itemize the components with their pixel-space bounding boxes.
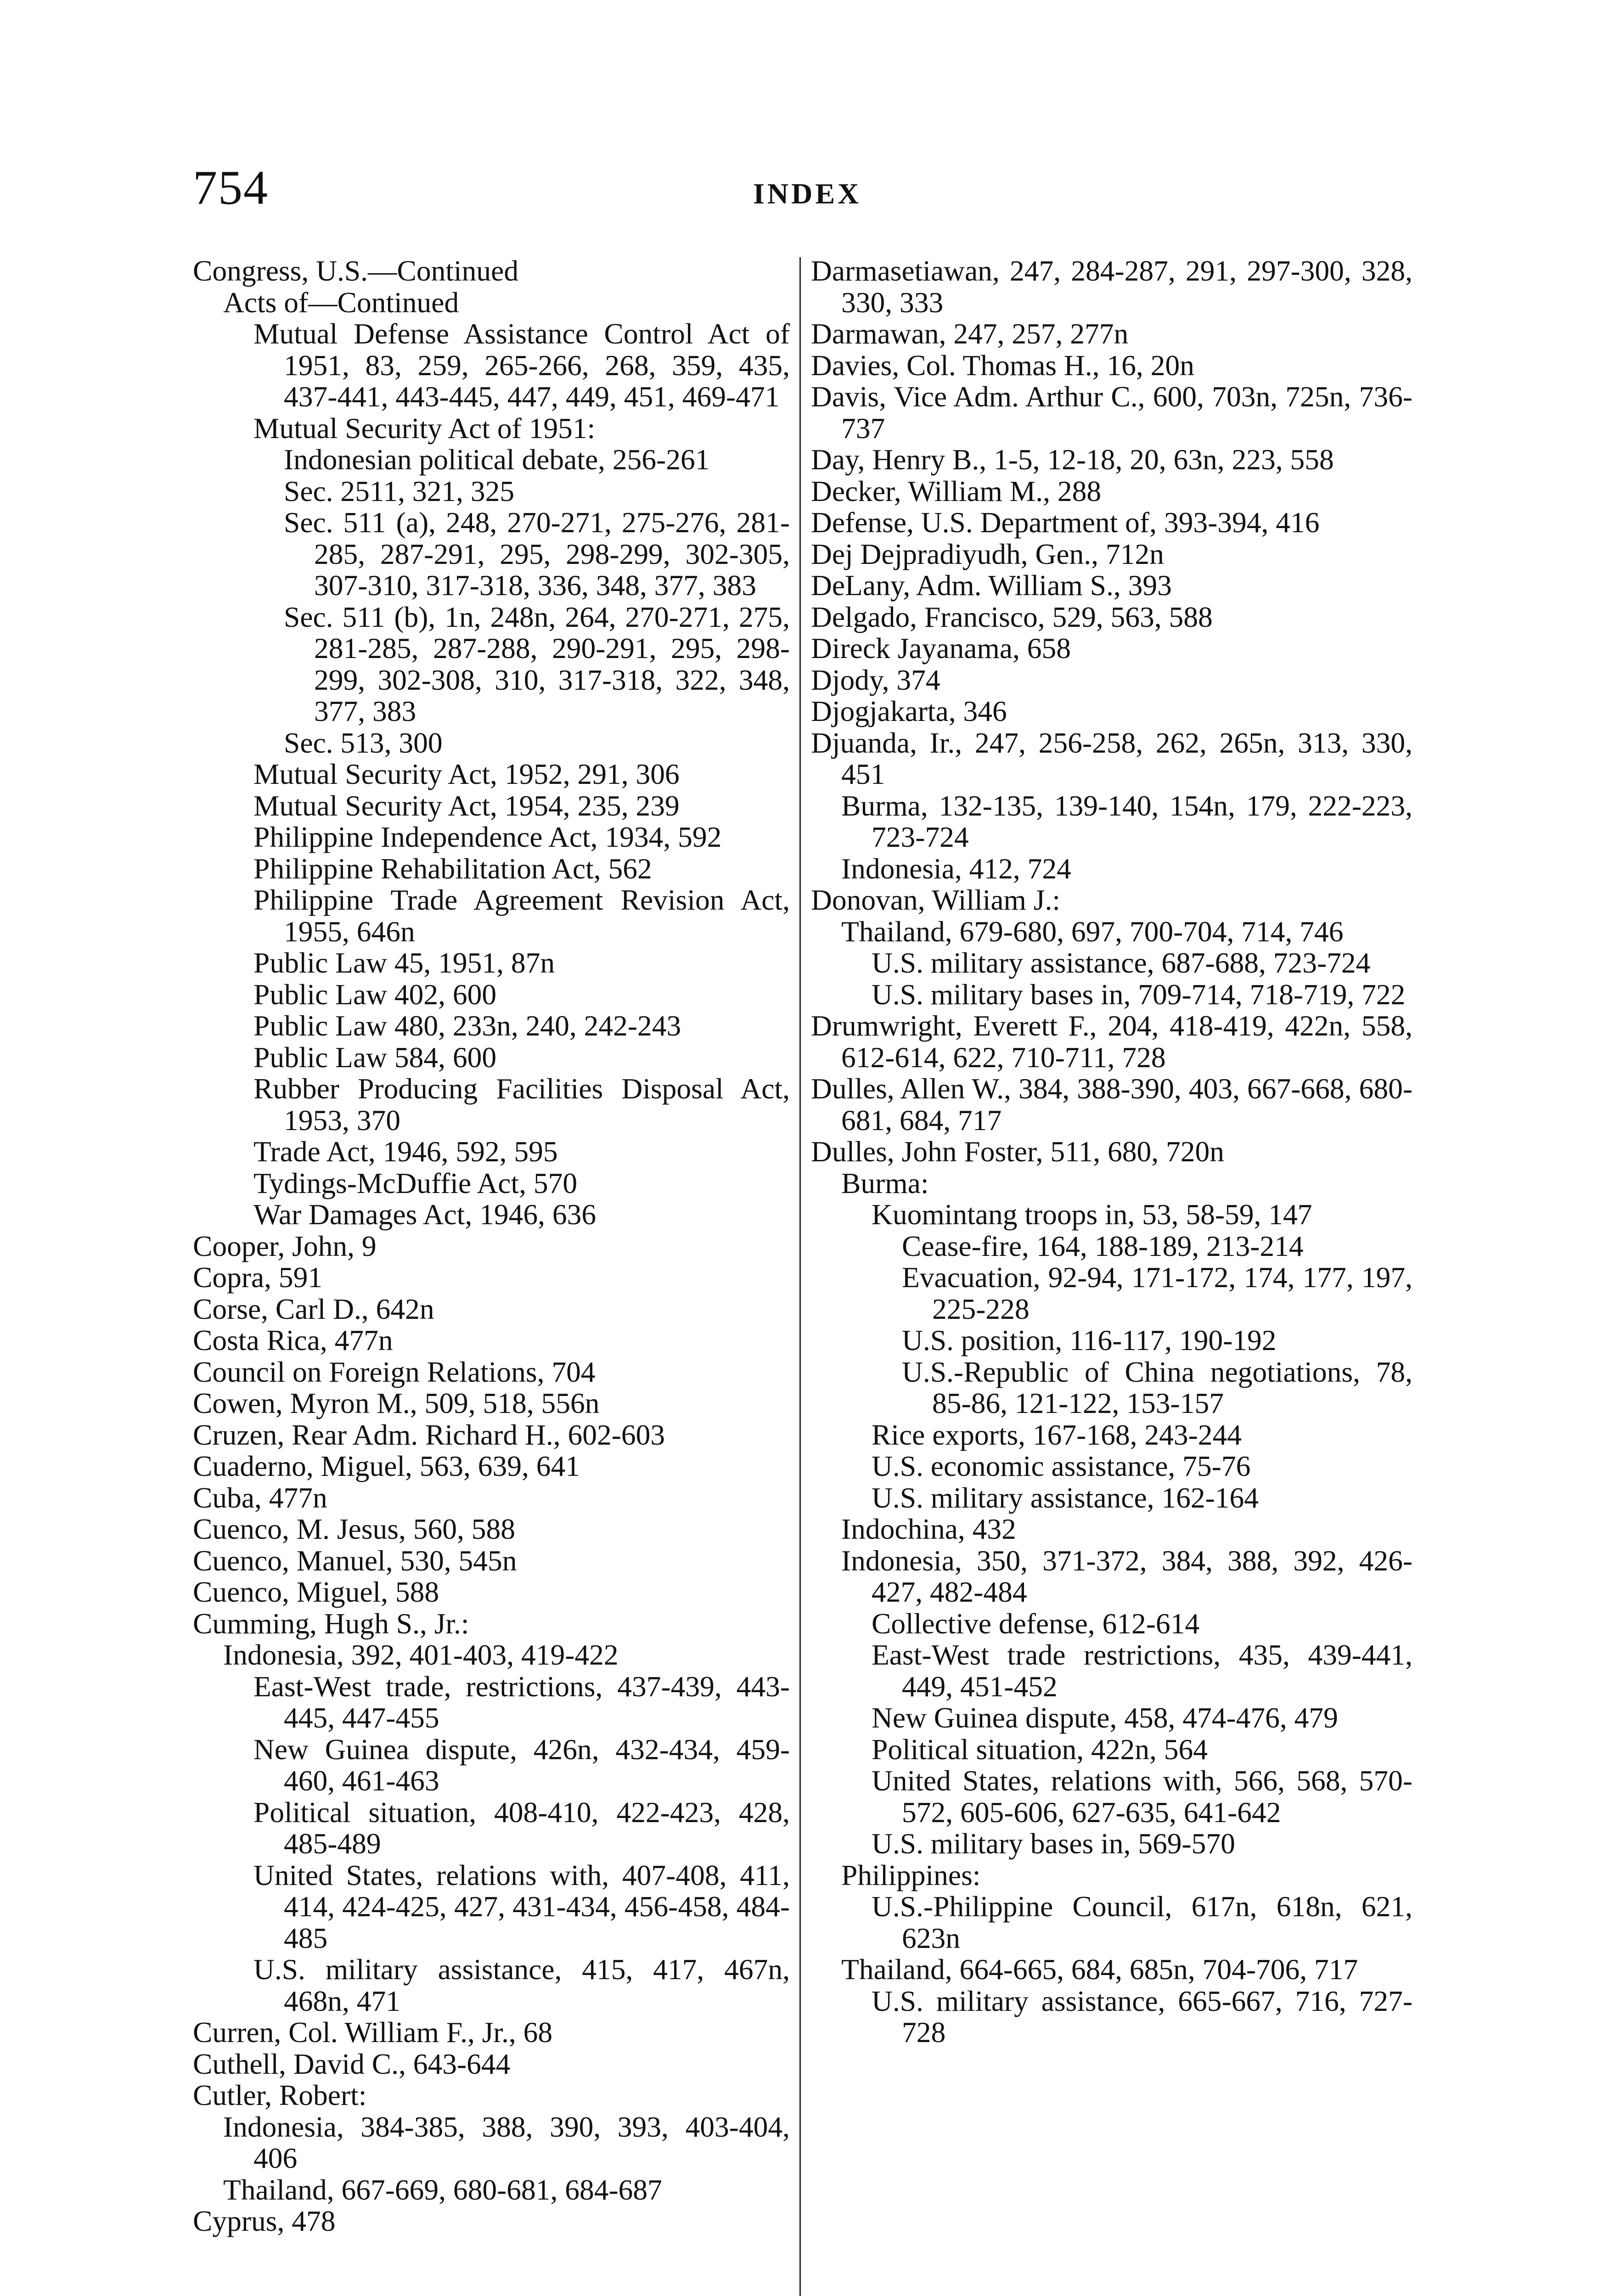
index-entry: Public Law 45, 1951, 87n (253, 946, 555, 979)
index-entry: Philippines: (841, 1858, 981, 1891)
index-entry: Political situation, 422n, 564 (872, 1733, 1208, 1766)
index-entry: Mutual Security Act, 1954, 235, 239 (253, 789, 680, 822)
index-entry: Rice exports, 167-168, 243-244 (872, 1418, 1242, 1451)
index-entry: U.S. military assistance, 665-667, 716, 727-728 (872, 1984, 1412, 2048)
index-entry: New Guinea dispute, 426n, 432-434, 459-460, 461-463 (253, 1733, 790, 1797)
index-entry: Davis, Vice Adm. Arthur C., 600, 703n, 725n, 736-737 (811, 380, 1412, 445)
index-column-right (811, 255, 1412, 2048)
running-head: INDEX (753, 177, 862, 210)
page-number: 754 (193, 161, 269, 214)
index-entry: Indonesia, 392, 401-403, 419-422 (223, 1638, 619, 1671)
index-entry: Thailand, 679-680, 697, 700-704, 714, 746 (841, 915, 1344, 948)
index-entry: Dulles, John Foster, 511, 680, 720n (811, 1135, 1224, 1168)
index-entry: Dulles, Allen W., 384, 388-390, 403, 667-668, 680-681, 684, 717 (811, 1072, 1412, 1137)
index-entry: U.S. military bases in, 569-570 (872, 1827, 1235, 1860)
index-entry: War Damages Act, 1946, 636 (253, 1198, 596, 1231)
index-entry: Indonesia, 412, 724 (841, 852, 1071, 885)
index-entry: U.S. military bases in, 709-714, 718-719, 722 (872, 978, 1406, 1011)
index-entry: Political situation, 408-410, 422-423, 428, 485-489 (253, 1795, 790, 1860)
index-entry: Thailand, 664-665, 684, 685n, 704-706, 717 (841, 1953, 1358, 1986)
index-entry: New Guinea dispute, 458, 474-476, 479 (872, 1701, 1338, 1734)
index-entry: Donovan, William J.: (811, 884, 1061, 916)
index-entry: Cuba, 477n (193, 1481, 327, 1514)
index-entry: U.S. military assistance, 415, 417, 467n, 468n, 471 (253, 1953, 790, 2017)
index-entry: Delgado, Francisco, 529, 563, 588 (811, 600, 1213, 633)
index-entry: Indonesia, 350, 371-372, 384, 388, 392, 426-427, 482-484 (841, 1544, 1412, 1608)
index-entry: Cumming, Hugh S., Jr.: (193, 1607, 469, 1640)
index-entry: Trade Act, 1946, 592, 595 (253, 1135, 558, 1168)
index-entry: DeLany, Adm. William S., 393 (811, 569, 1172, 602)
index-entry: Tydings-McDuffie Act, 570 (253, 1166, 578, 1199)
index-entry: Sec. 513, 300 (284, 726, 443, 759)
index-entry: East-West trade restrictions, 435, 439-441, 449, 451-452 (872, 1638, 1412, 1703)
index-entry: United States, relations with, 407-408, 411, 414, 424-425, 427, 431-434, 456-458, 484-485 (253, 1858, 790, 1954)
index-entry: Costa Rica, 477n (193, 1324, 393, 1356)
index-entry: Public Law 480, 233n, 240, 242-243 (253, 1009, 681, 1042)
index-entry: Djogjakarta, 346 (811, 695, 1007, 727)
index-entry: Davies, Col. Thomas H., 16, 20n (811, 349, 1194, 382)
index-entry: Mutual Security Act, 1952, 291, 306 (253, 758, 680, 790)
index-entry: Cuenco, M. Jesus, 560, 588 (193, 1513, 516, 1545)
index-entry: Indonesian political debate, 256-261 (284, 443, 710, 476)
index-entry: Cooper, John, 9 (193, 1229, 377, 1262)
index-column-left (193, 255, 790, 2237)
index-entry: Congress, U.S.—Continued (193, 254, 519, 287)
index-entry: Sec. 511 (a), 248, 270-271, 275-276, 281-285, 287-291, 295, 298-299, 302-305, 307-310, 317-318, 336, 348, 377, 383 (284, 506, 790, 602)
index-entry: Sec. 511 (b), 1n, 248n, 264, 270-271, 275, 281-285, 287-288, 290-291, 295, 298-299, 302-308, 310, 317-318, 322, 348, 377, 383 (284, 600, 790, 727)
index-entry: Philippine Independence Act, 1934, 592 (253, 821, 722, 853)
index-entry: Cease-fire, 164, 188-189, 213-214 (902, 1229, 1304, 1262)
index-entry: Cuenco, Miguel, 588 (193, 1576, 439, 1608)
index-entry: U.S. military assistance, 162-164 (872, 1481, 1259, 1514)
index-entry: U.S. economic assistance, 75-76 (872, 1450, 1251, 1482)
index-entry: Cuenco, Manuel, 530, 545n (193, 1544, 517, 1577)
index-entry: Indonesia, 384-385, 388, 390, 393, 403-404, 406 (223, 2110, 790, 2174)
index-entry: Public Law 402, 600 (253, 978, 497, 1011)
index-entry: Cuthell, David C., 643-644 (193, 2047, 511, 2080)
index-entry: Cuaderno, Miguel, 563, 639, 641 (193, 1450, 580, 1482)
index-entry: Defense, U.S. Department of, 393-394, 416 (811, 506, 1320, 539)
index-entry: Kuomintang troops in, 53, 58-59, 147 (872, 1198, 1312, 1231)
index-entry: Dej Dejpradiyudh, Gen., 712n (811, 537, 1164, 570)
index-entry: Cruzen, Rear Adm. Richard H., 602-603 (193, 1418, 665, 1451)
index-entry: Djuanda, Ir., 247, 256-258, 262, 265n, 313, 330, 451 (811, 726, 1412, 790)
index-entry: Rubber Producing Facilities Disposal Act, 1953, 370 (253, 1072, 790, 1137)
index-entry: Decker, William M., 288 (811, 474, 1102, 507)
index-entry: Corse, Carl D., 642n (193, 1292, 434, 1325)
index-entry: Indochina, 432 (841, 1513, 1016, 1545)
index-entry: United States, relations with, 566, 568, 570-572, 605-606, 627-635, 641-642 (872, 1764, 1412, 1829)
index-entry: Acts of—Continued (223, 286, 459, 319)
index-entry: Burma, 132-135, 139-140, 154n, 179, 222-223, 723-724 (841, 789, 1412, 853)
index-entry: Curren, Col. William F., Jr., 68 (193, 2016, 553, 2048)
index-entry: Evacuation, 92-94, 171-172, 174, 177, 197, 225-228 (902, 1261, 1412, 1325)
index-entry: Mutual Defense Assistance Control Act of 1951, 83, 259, 265-266, 268, 359, 435, 437-441, 443-445, 447, 449, 451, 469-471 (253, 317, 790, 413)
index-entry: Drumwright, Everett F., 204, 418-419, 422n, 558, 612-614, 622, 710-711, 728 (811, 1009, 1412, 1074)
index-entry: East-West trade, restrictions, 437-439, 443-445, 447-455 (253, 1670, 790, 1734)
index-entry: Cowen, Myron M., 509, 518, 556n (193, 1387, 600, 1419)
index-entry: Public Law 584, 600 (253, 1041, 497, 1074)
index-entry: Darmawan, 247, 257, 277n (811, 317, 1129, 350)
column-divider (799, 257, 801, 2296)
index-entry: Cyprus, 478 (193, 2205, 336, 2237)
index-entry: Sec. 2511, 321, 325 (284, 474, 515, 507)
index-entry: Council on Foreign Relations, 704 (193, 1355, 596, 1388)
index-entry: Philippine Rehabilitation Act, 562 (253, 852, 652, 885)
index-entry: U.S.-Philippine Council, 617n, 618n, 621, 623n (872, 1890, 1412, 1954)
index-entry: Burma: (841, 1166, 929, 1199)
index-entry: U.S. position, 116-117, 190-192 (902, 1324, 1277, 1356)
index-entry: Day, Henry B., 1-5, 12-18, 20, 63n, 223, 558 (811, 443, 1334, 476)
index-entry: Cutler, Robert: (193, 2079, 367, 2111)
index-entry: Thailand, 667-669, 680-681, 684-687 (223, 2173, 662, 2206)
index-entry: Collective defense, 612-614 (872, 1607, 1200, 1640)
index-entry: Mutual Security Act of 1951: (253, 411, 596, 445)
index-entry: Direck Jayanama, 658 (811, 632, 1071, 664)
index-entry: Darmasetiawan, 247, 284-287, 291, 297-300, 328, 330, 333 (811, 254, 1412, 319)
index-entry: Djody, 374 (811, 663, 940, 696)
index-entry: U.S. military assistance, 687-688, 723-724 (872, 946, 1371, 979)
index-entry: Philippine Trade Agreement Revision Act, 1955, 646n (253, 884, 790, 948)
index-entry: Copra, 591 (193, 1261, 323, 1294)
index-entry: U.S.-Republic of China negotiations, 78, 85-86, 121-122, 153-157 (902, 1355, 1412, 1419)
